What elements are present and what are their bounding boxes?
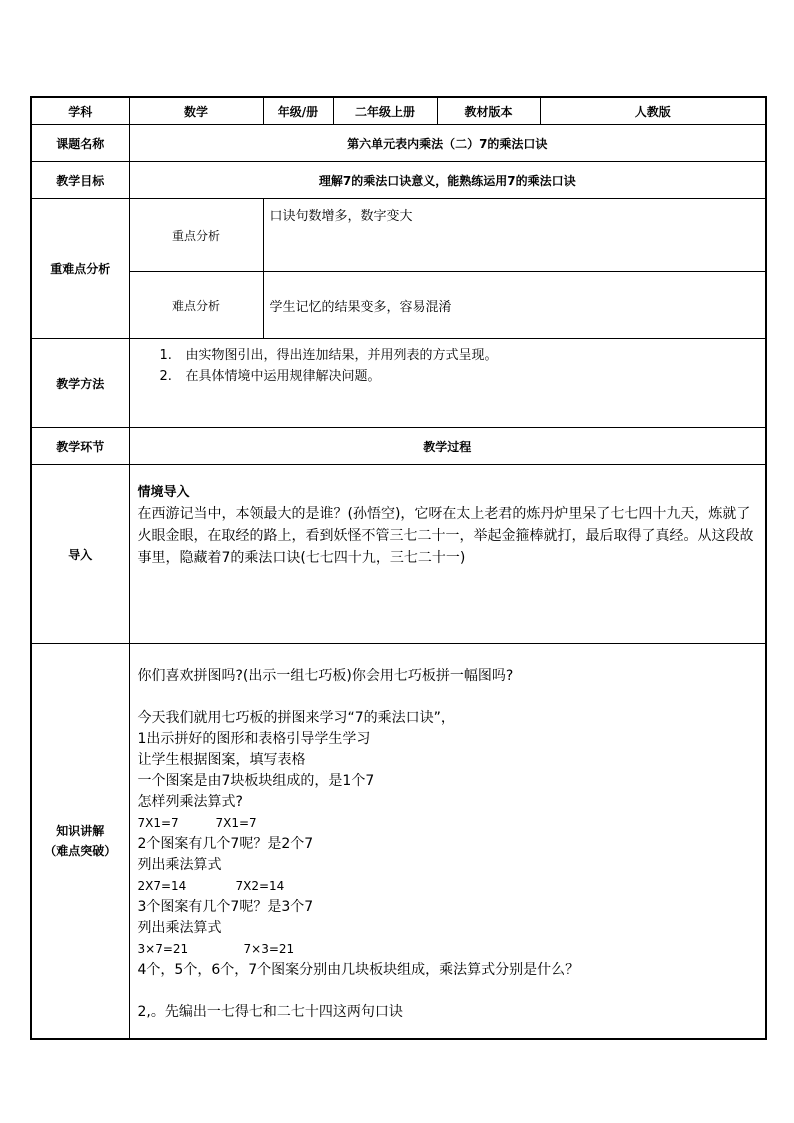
text-line: 怎样列乘法算式? <box>137 794 243 810</box>
text-line: 让学生根据图案，填写表格 <box>137 752 306 768</box>
method-row <box>31 339 766 428</box>
text-line: 列出乘法算式 <box>137 920 222 936</box>
text-line: 2个图案有几个7呢？是2个7 <box>137 836 314 852</box>
key-point-label: 重点分析 <box>129 199 263 272</box>
equation-line <box>138 813 758 834</box>
text-line: 2,。先编出一七得七和二七十四这两句口诀 <box>137 1004 403 1020</box>
key-point-row <box>31 199 766 272</box>
difficult-point-value: 学生记忆的结果变多，容易混淆 <box>263 272 766 339</box>
knowledge-content <box>129 644 766 1040</box>
method-item-text: 在具体情境中运用规律解决问题。 <box>185 369 381 384</box>
knowledge-row <box>31 644 766 1040</box>
lesson-plan-sheet <box>30 96 765 1040</box>
equation: 7X1=7 <box>137 816 179 830</box>
grade-value: 二年级上册 <box>333 97 437 125</box>
teaching-process-label: 教学过程 <box>129 428 766 465</box>
method-item-number: 1. <box>159 348 172 363</box>
text-line: 3个图案有几个7呢？是3个7 <box>137 899 314 915</box>
steps-header-row <box>31 428 766 465</box>
intro-body: 在西游记当中，本领最大的是谁？(孙悟空)，它呀在太上老君的炼丹炉里呆了七七四十九天，炼就了火眼金眼，在取经的路上，看到妖怪不管三七二十一，举起金箍棒就打，最后取得了真经。从这段故事里，隐藏着7的乘法口诀(七七四十九，三七二十一) <box>137 506 754 566</box>
method-item-text: 由实物图引出，得出连加结果，并用列表的方式呈现。 <box>185 348 498 363</box>
lesson-title-label: 课题名称 <box>31 125 129 162</box>
text-line: 你们喜欢拼图吗?(出示一组七巧板)你会用七巧板拼一幅图吗? <box>137 668 514 684</box>
method-item-number: 2. <box>159 369 172 384</box>
knowledge-label: 知识讲解 <box>56 824 105 838</box>
subject-label: 学科 <box>31 97 129 125</box>
intro-content <box>129 465 766 644</box>
teaching-goal-value: 理解7的乘法口诀意义，能熟练运用7的乘法口诀 <box>129 162 766 199</box>
knowledge-label-cell <box>31 644 129 1040</box>
equation: 3×7=21 <box>137 942 189 956</box>
header-row <box>31 97 766 125</box>
grade-label: 年级/册 <box>263 97 333 125</box>
method-item <box>160 366 766 387</box>
difficult-point-row <box>31 272 766 339</box>
text-line: 1出示拼好的图形和表格引导学生学习 <box>137 731 371 747</box>
title-row <box>31 125 766 162</box>
text-line: 列出乘法算式 <box>137 857 222 873</box>
key-point-value: 口诀句数增多，数字变大 <box>263 199 766 272</box>
method-item <box>160 345 766 366</box>
equation: 7×3=21 <box>243 942 295 956</box>
text-line: 4个，5个，6个，7个图案分别由几块板块组成，乘法算式分别是什么？ <box>137 962 580 978</box>
intro-row <box>31 465 766 644</box>
text-line: 今天我们就用七巧板的拼图来学习“7的乘法口诀”， <box>137 710 455 726</box>
equation: 7X2=14 <box>235 879 285 893</box>
equation: 7X1=7 <box>215 816 257 830</box>
equation-line <box>138 939 758 960</box>
teaching-method-label: 教学方法 <box>31 339 129 428</box>
blank-line <box>138 687 758 708</box>
intro-title: 情境导入 <box>137 485 190 500</box>
knowledge-sublabel: （难点突破） <box>44 844 117 858</box>
lesson-plan-table <box>30 96 767 1040</box>
lesson-title-value: 第六单元表内乘法（二）7的乘法口诀 <box>129 125 766 162</box>
intro-label: 导入 <box>31 465 129 644</box>
subject-value: 数学 <box>129 97 263 125</box>
equation-line <box>138 876 758 897</box>
difficult-point-label: 难点分析 <box>129 272 263 339</box>
teaching-steps-label: 教学环节 <box>31 428 129 465</box>
teaching-goal-label: 教学目标 <box>31 162 129 199</box>
teaching-method-content <box>129 339 766 428</box>
method-list <box>130 345 766 387</box>
edition-label: 教材版本 <box>437 97 540 125</box>
text-line: 一个图案是由7块板块组成的，是1个7 <box>137 773 375 789</box>
edition-value: 人教版 <box>540 97 766 125</box>
equation: 2X7=14 <box>137 879 187 893</box>
analysis-label: 重难点分析 <box>31 199 129 339</box>
goal-row <box>31 162 766 199</box>
blank-line <box>138 981 758 1002</box>
